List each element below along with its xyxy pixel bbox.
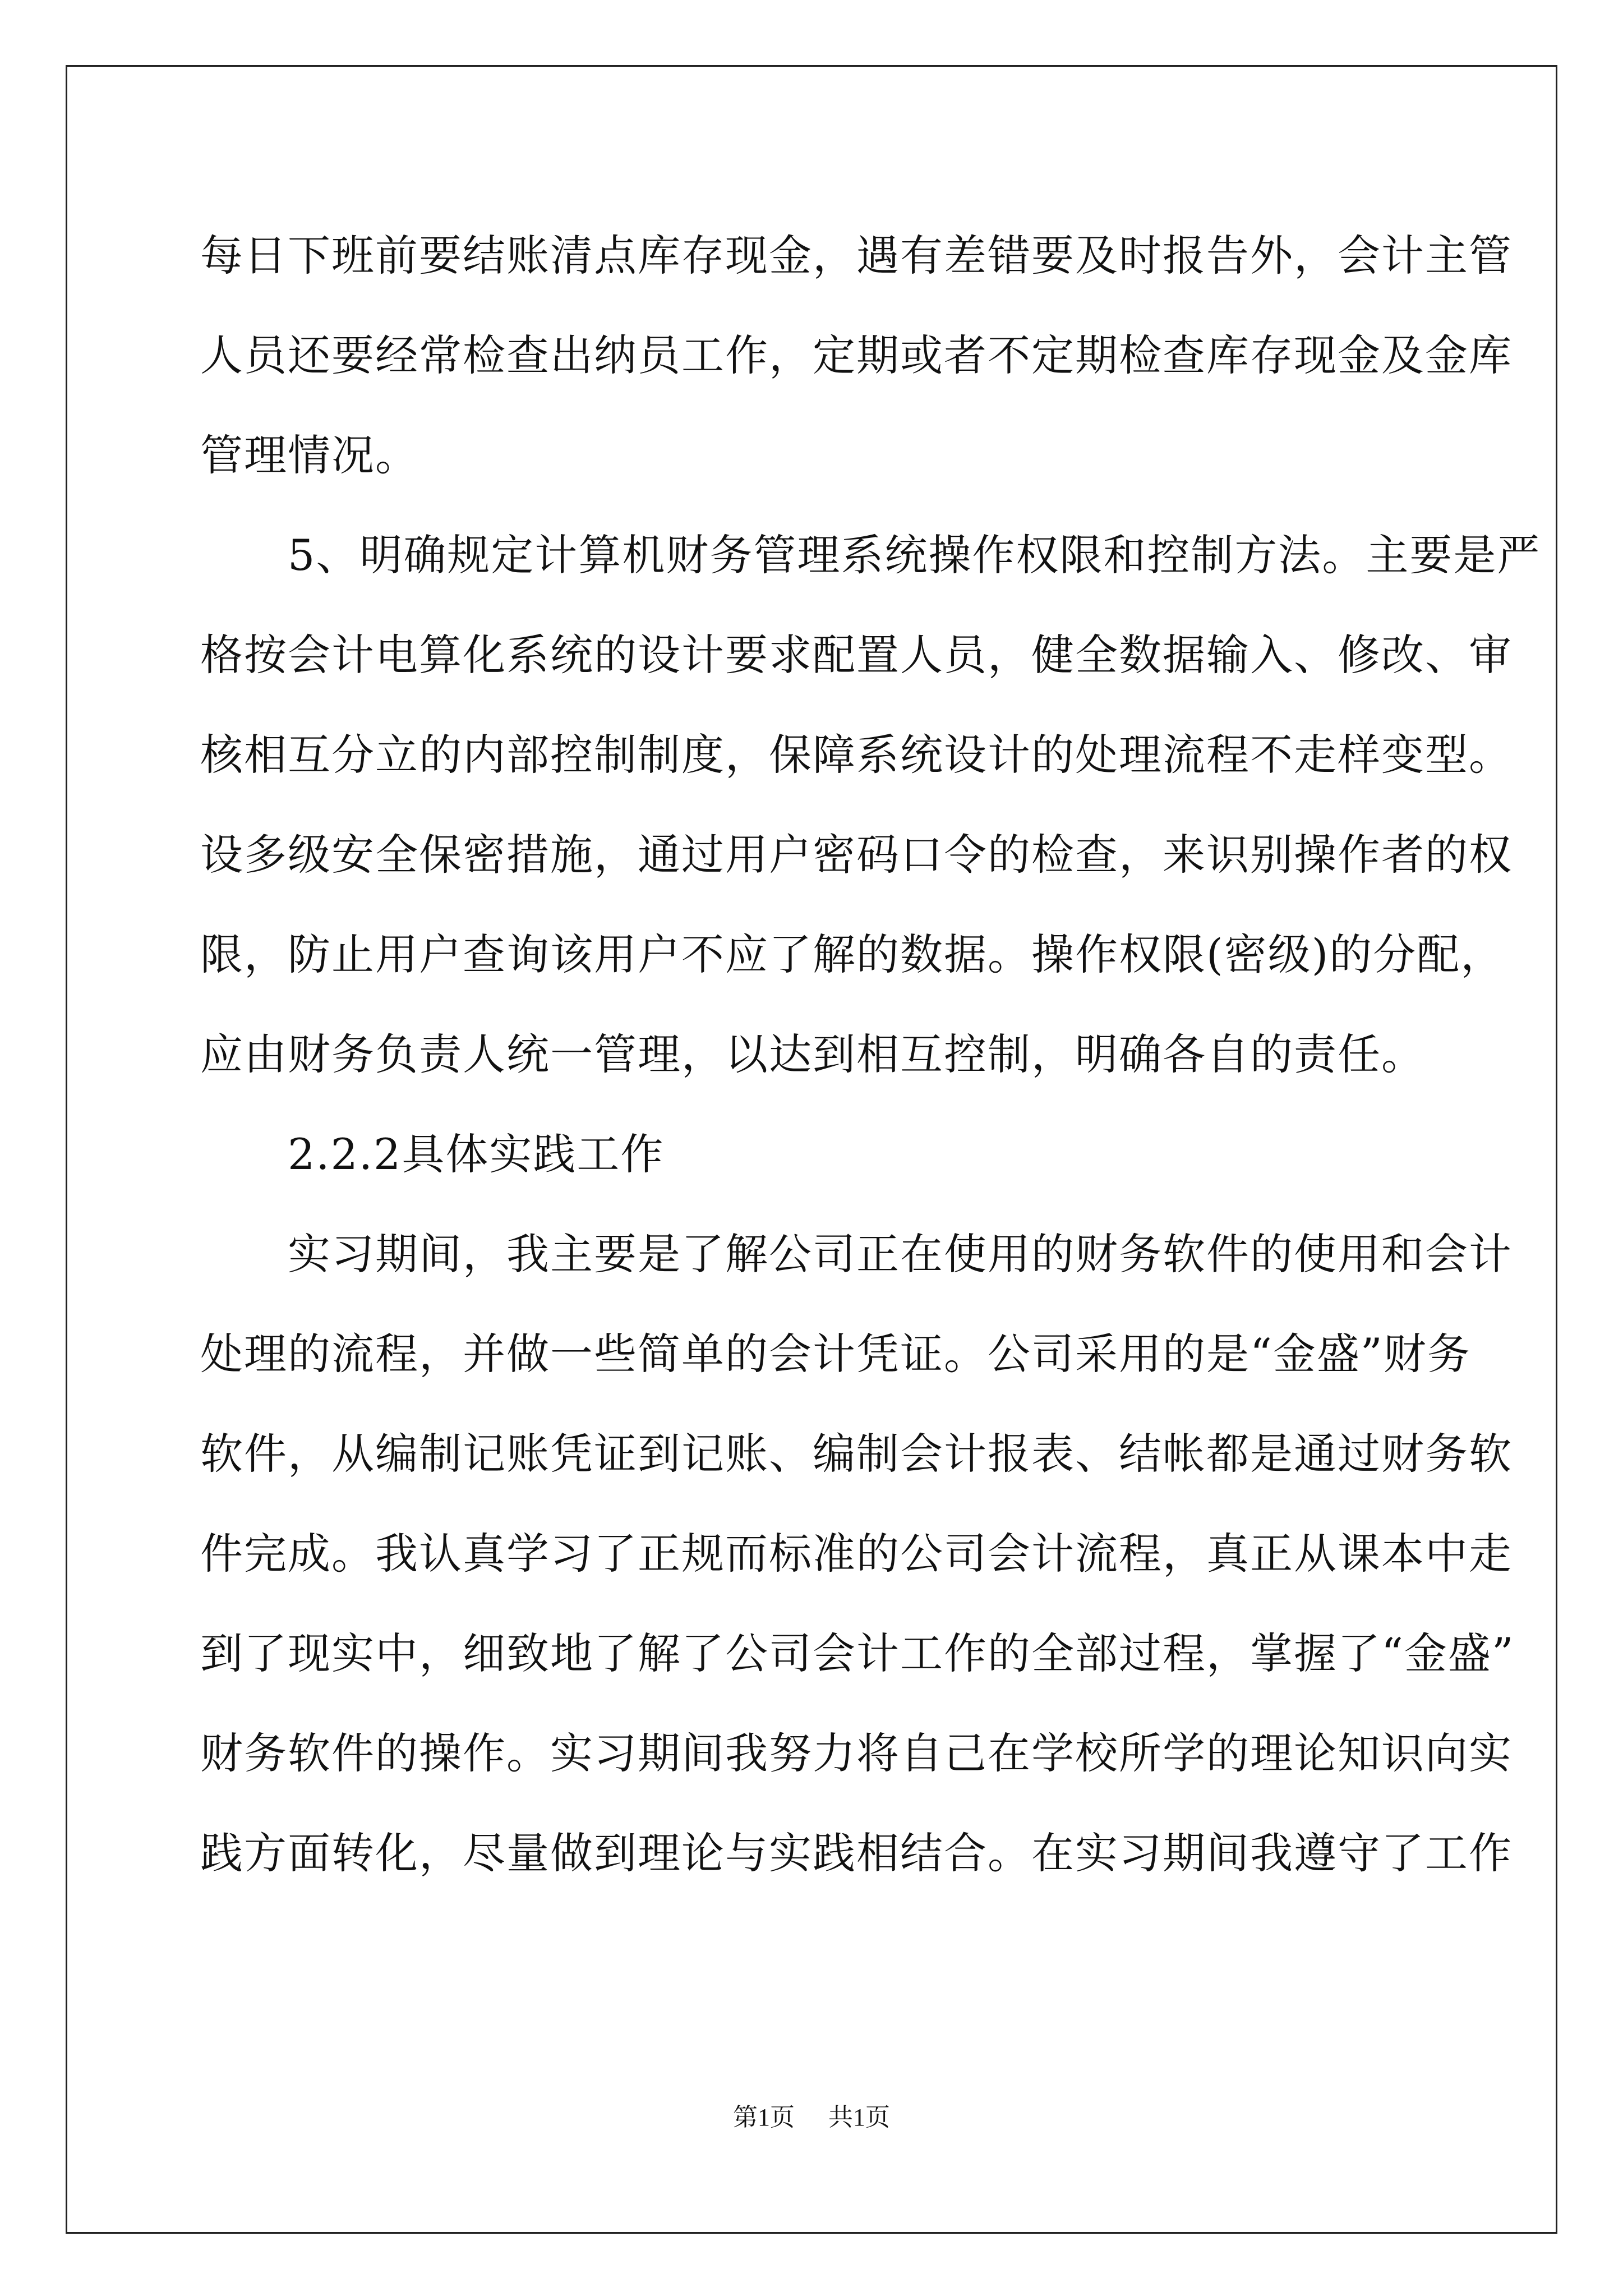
text-line: 践方面转化，尽量做到理论与实践相结合。在实习期间我遵守了工作 <box>200 1828 1513 1878</box>
text-line: 格按会计电算化系统的设计要求配置人员，健全数据输入、修改、审 <box>200 630 1513 680</box>
text-line: 设多级安全保密措施，通过用户密码口令的检查，来识别操作者的权 <box>200 830 1513 880</box>
document-body <box>200 206 1541 1903</box>
text-line: 财务软件的操作。实习期间我努力将自己在学校所学的理论知识向实 <box>200 1728 1513 1778</box>
text-line: 管理情况。 <box>200 430 419 480</box>
text-line: 5、明确规定计算机财务管理系统操作权限和控制方法。主要是严 <box>200 530 1541 580</box>
page-number-total: 共1页 <box>828 2104 890 2131</box>
text-line: 到了现实中，细致地了解了公司会计工作的全部过程，掌握了“金盛” <box>200 1628 1515 1678</box>
page-footer <box>0 2101 1623 2134</box>
text-line: 软件，从编制记账凭证到记账、编制会计报表、结帐都是通过财务软 <box>200 1429 1513 1479</box>
text-line: 件完成。我认真学习了正规而标准的公司会计流程，真正从课本中走 <box>200 1529 1513 1579</box>
text-line: 处理的流程，并做一些简单的会计凭证。公司采用的是“金盛”财务 <box>200 1329 1471 1379</box>
text-line: 实习期间，我主要是了解公司正在使用的财务软件的使用和会计 <box>200 1229 1513 1279</box>
text-line: 应由财务负责人统一管理，以达到相互控制，明确各自的责任。 <box>200 1029 1425 1079</box>
page-number-current: 第1页 <box>733 2104 795 2131</box>
text-line: 人员还要经常检查出纳员工作，定期或者不定期检查库存现金及金库 <box>200 330 1513 380</box>
section-heading: 2.2.2具体实践工作 <box>200 1129 665 1179</box>
text-line: 限，防止用户查询该用户不应了解的数据。操作权限(密级)的分配， <box>200 930 1505 979</box>
text-line: 核相互分立的内部控制制度，保障系统设计的处理流程不走样变型。 <box>200 730 1513 780</box>
text-line: 每日下班前要结账清点库存现金，遇有差错要及时报告外，会计主管 <box>200 231 1513 280</box>
